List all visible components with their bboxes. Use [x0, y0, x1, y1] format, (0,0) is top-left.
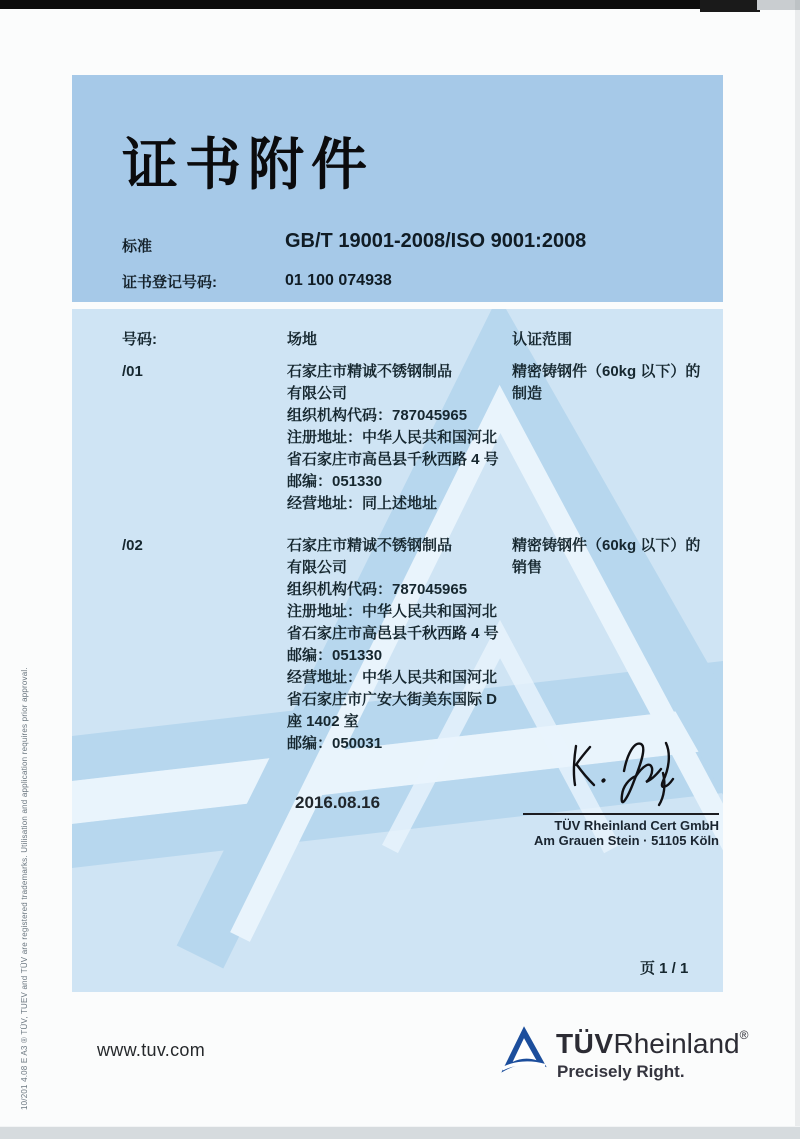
- issuer-organization: TÜV Rheinland Cert GmbH: [554, 818, 719, 833]
- standard-label: 标准: [122, 238, 153, 255]
- signature-icon: [520, 721, 720, 821]
- scan-edge-right: [795, 0, 800, 1139]
- registration-number-label: 证书登记号码:: [122, 274, 217, 291]
- tuv-rheinland-logo-icon: [497, 1023, 551, 1077]
- row-site-address: 石家庄市精诚不锈钢制品 有限公司 组织机构代码：787045965 注册地址：中华人民共和国河北 省石家庄市高邑县千秋西路 4 号 邮编：051330 经营地址：同上述地址: [287, 363, 499, 512]
- registration-number-value: 01 100 074938: [285, 272, 392, 289]
- scan-edge-top: [0, 0, 757, 9]
- tuv-website-url: www.tuv.com: [97, 1040, 205, 1060]
- column-header-scope: 认证范围: [512, 331, 573, 348]
- issuer-address: Am Grauen Stein · 51105 Köln: [534, 833, 719, 848]
- side-fine-print: 10/201 4.08 E A3 ® TÜV, TUEV and TÜV are registered trademarks. Utilisation and application requires prior approval.: [20, 667, 29, 1110]
- column-header-number: 号码:: [122, 331, 157, 348]
- header-block: [72, 75, 723, 302]
- brand-wordmark: [556, 1028, 748, 1060]
- column-header-site: 场地: [287, 331, 318, 348]
- brand-rheinland: Rheinland: [613, 1028, 740, 1059]
- row-certification-scope: 精密铸钢件（60kg 以下）的 制造: [512, 363, 701, 402]
- page-indicator: 页 1 / 1: [640, 960, 689, 977]
- row-certification-scope: 精密铸钢件（60kg 以下）的 销售: [512, 537, 701, 576]
- signature-line: [523, 813, 719, 815]
- row-site-address: 石家庄市精诚不锈钢制品 有限公司 组织机构代码：787045965 注册地址：中华人民共和国河北 省石家庄市高邑县千秋西路 4 号 邮编：051330 经营地址：中华人民共和国河北 省石家庄市广安大街美东国际 D 座 1402 室 邮编：050031: [287, 537, 499, 752]
- brand-tuv: TÜV: [556, 1028, 614, 1059]
- row-number: /01: [122, 363, 143, 380]
- registered-trademark-symbol: ®: [739, 1028, 749, 1042]
- issue-date: 2016.08.16: [295, 793, 381, 812]
- scan-edge-haze: [757, 0, 800, 10]
- issuer-block: [477, 818, 719, 848]
- scan-edge-top-right: [700, 0, 760, 12]
- scan-edge-bottom: [0, 1126, 800, 1139]
- row-number: /02: [122, 537, 143, 554]
- brand-tagline: Precisely Right.: [557, 1062, 685, 1081]
- standard-value: GB/T 19001-2008/ISO 9001:2008: [285, 230, 587, 252]
- page-title: 证书附件: [122, 133, 374, 196]
- certificate-detail-panel: [72, 309, 723, 992]
